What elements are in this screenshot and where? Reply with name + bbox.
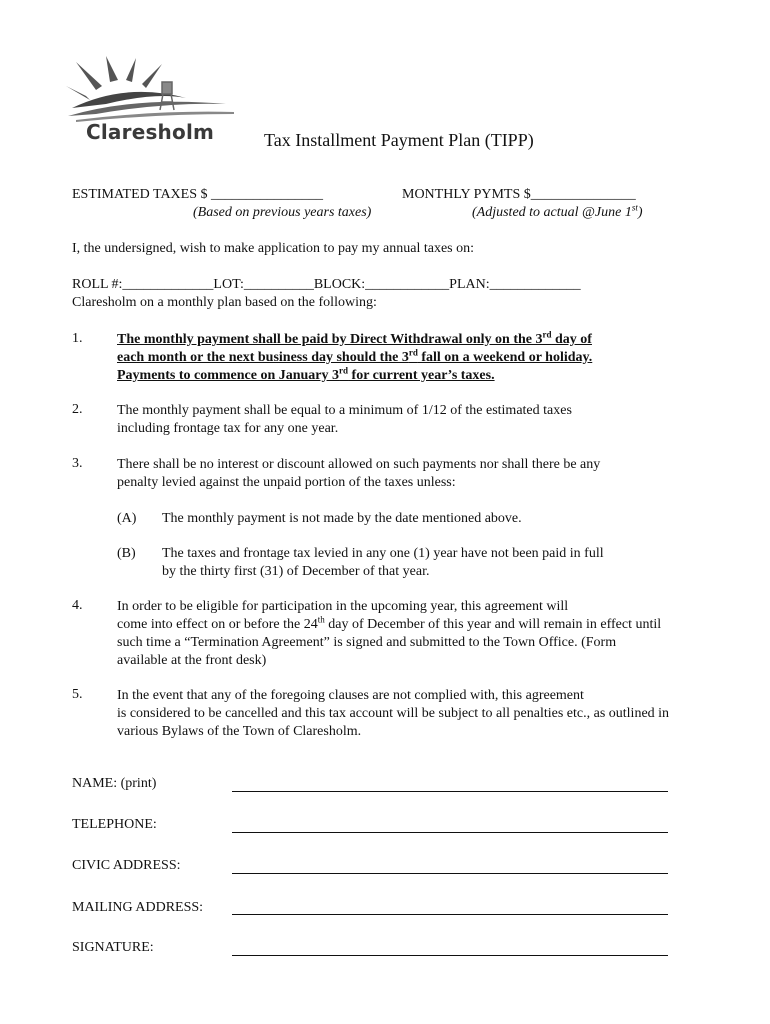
telephone-label: TELEPHONE:: [72, 817, 157, 832]
signature-label: SIGNATURE:: [72, 940, 154, 955]
civic-address-input-line[interactable]: [232, 873, 668, 874]
estimated-taxes-field[interactable]: [72, 187, 323, 203]
monthly-payments-field[interactable]: [402, 187, 636, 203]
clause-2-text: The monthly payment shall be equal to a minimum of 1/12 of the estimated taxes including frontage tax for any one year.: [117, 403, 572, 436]
mailing-address-input-line[interactable]: [232, 914, 668, 915]
name-label: NAME: (print): [72, 776, 157, 791]
monthly-plan-line: Claresholm on a monthly plan based on the following:: [72, 295, 377, 310]
clause-3b-label: (B): [117, 546, 136, 561]
monthly-payments-note: (Adjusted to actual @June 1st): [472, 202, 643, 220]
clause-4-text: In order to be eligible for participation in the upcoming year, this agreement will come into effect on or before the 24th day of December of this year and will remain in effect until such time a “Termination Agreement” is signed and submitted to the Town Office. (Form available at the front desk): [117, 599, 662, 668]
logo-wordmark: Claresholm: [86, 120, 215, 144]
intro-text: I, the undersigned, wish to make application to pay my annual taxes on:: [72, 241, 475, 256]
clause-3a-label: (A): [117, 511, 137, 526]
estimated-taxes-blank[interactable]: ________________: [211, 187, 324, 202]
clause-4-number: 4.: [72, 598, 83, 613]
clause-3a-text: The monthly payment is not made by the date mentioned above.: [162, 511, 522, 526]
signature-input-line[interactable]: [232, 955, 668, 956]
roll-lot-block-plan-line[interactable]: ROLL #:_____________LOT:__________BLOCK:____________PLAN:_____________: [72, 277, 581, 292]
sun-hills-water-tower-logo-icon: [66, 52, 236, 122]
estimated-taxes-label: ESTIMATED TAXES $: [72, 187, 208, 202]
estimated-taxes-note: (Based on previous years taxes): [193, 205, 372, 220]
clause-1-number: 1.: [72, 331, 83, 346]
clause-5-number: 5.: [72, 687, 83, 702]
telephone-input-line[interactable]: [232, 832, 668, 833]
clause-5-text: In the event that any of the foregoing clauses are not complied with, this agreement is considered to be cancelled and this tax account will be subject to all penalties etc., as outlined in various Bylaws of the Town of Claresholm.: [117, 688, 670, 739]
name-input-line[interactable]: [232, 791, 668, 792]
monthly-payments-label: MONTHLY PYMTS $: [402, 187, 531, 202]
civic-address-label: CIVIC ADDRESS:: [72, 858, 181, 873]
clause-3b-text: The taxes and frontage tax levied in any one (1) year have not been paid in full by the thirty first (31) of December of that year.: [162, 546, 604, 579]
clause-2-number: 2.: [72, 402, 83, 417]
mailing-address-label: MAILING ADDRESS:: [72, 900, 204, 915]
clause-3-number: 3.: [72, 456, 83, 471]
clause-1-text: The monthly payment shall be paid by Direct Withdrawal only on the 3rd day of each month or the next business day should the 3rd fall on a weekend or holiday. Payments to commence on January 3rd for current year’s taxes.: [117, 329, 593, 383]
monthly-payments-blank[interactable]: _______________: [530, 187, 636, 202]
clause-3-text: There shall be no interest or discount allowed on such payments nor shall there be any penalty levied against the unpaid portion of the taxes unless:: [117, 457, 601, 490]
page-title: Tax Installment Payment Plan (TIPP): [264, 130, 534, 150]
